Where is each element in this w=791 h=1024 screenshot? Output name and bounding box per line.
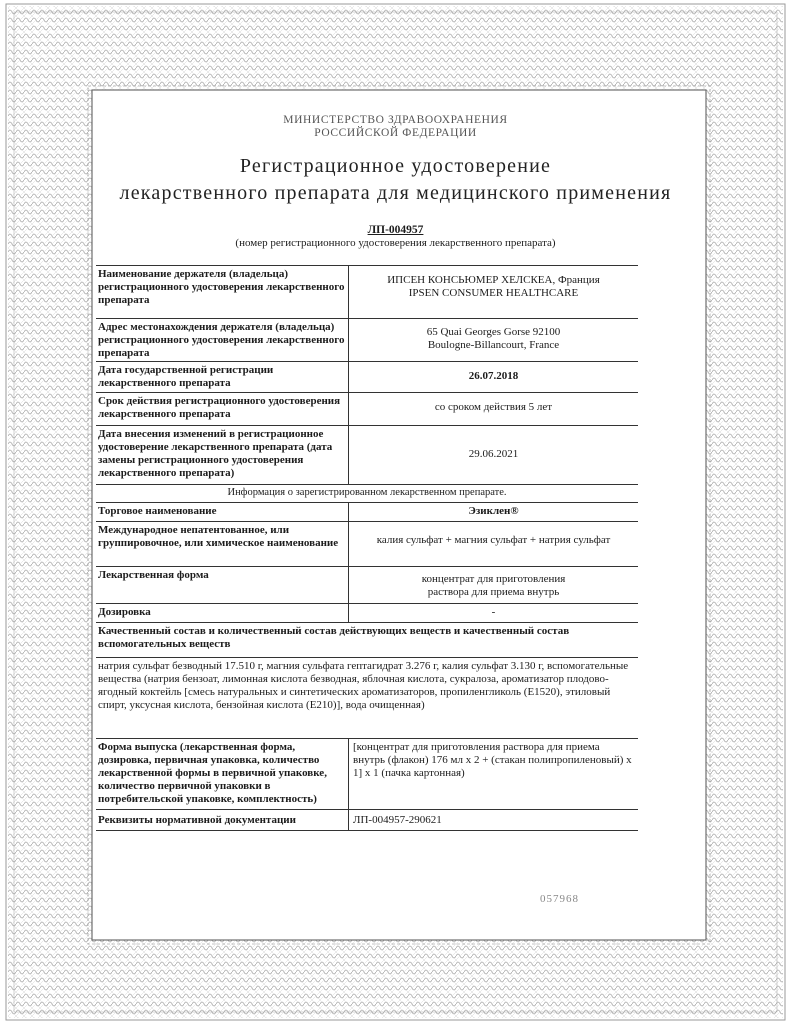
holder-address-row (96, 319, 638, 362)
holder-name-value (349, 266, 638, 318)
dosage-row (96, 604, 638, 623)
normative-doc-label: Реквизиты нормативной документации (96, 810, 349, 830)
change-date-label: Дата внесения изменений в регистрационное удостоверение лекарственного препарата (дата замены регистрационного удостоверения лекарственного препарата) (96, 426, 349, 484)
title-line-1: Регистрационное удостоверение (239, 155, 552, 177)
composition-text: натрия сульфат безводный 17.510 г, магния сульфата гептагидрат 3.276 г, калия сульфат 3.130 г, вспомогательные вещества (натрия бензоат, лимонная кислота безводная, яблочная кислота, сукралоза, ароматизатор плодово-ягодный коктейль [смесь натуральных и синтетических ароматизаторов, пропиленгликоль (E1520), этиловый спирт, уксусная кислота, бензойная кислота (E210)], вода очищенная) (96, 658, 638, 739)
registration-number: ЛП-004957 (367, 224, 424, 236)
dosage-form-line-2: раствора для приема внутрь (427, 586, 560, 598)
holder-name-en: IPSEN CONSUMER HEALTHCARE (408, 287, 579, 299)
normative-doc-value: ЛП-004957-290621 (353, 814, 442, 826)
release-form-value: [концентрат для приготовления раствора для приема внутрь (флакон) 176 мл x 2 + (стакан полипропиленовый) x 1] x 1 (пачка картонная) (353, 741, 632, 779)
dosage-value: - (491, 606, 496, 618)
inn-label: Международное непатентованное, или группировочное, или химическое наименование (96, 522, 349, 566)
validity-row (96, 393, 638, 426)
trade-name-row (96, 503, 638, 522)
drug-info-heading: Информация о зарегистрированном лекарственном препарате. (96, 485, 638, 503)
holder-address-line-1: 65 Quai Georges Gorse 92100 (426, 326, 561, 338)
change-date-value (349, 426, 638, 484)
validity-value (349, 393, 638, 425)
trade-name-value: Эзиклен® (468, 505, 519, 517)
dosage-form-value (349, 567, 638, 603)
title-line-2: лекарственного препарата для медицинского применения (119, 182, 672, 204)
ministry-name (0, 114, 791, 140)
change-date-row (96, 426, 638, 485)
change-date: 29.06.2021 (468, 448, 519, 460)
registration-date-label: Дата государственной регистрации лекарственного препарата (96, 362, 349, 392)
validity-label: Срок действия регистрационного удостоверения лекарственного препарата (96, 393, 349, 425)
holder-address-label: Адрес местонахождения держателя (владельца) регистрационного удостоверения лекарственного препарата (96, 319, 349, 361)
registration-date-value (349, 362, 638, 392)
registration-number-block (0, 224, 791, 250)
certificate-title (0, 153, 791, 207)
holder-address-line-2: Boulogne-Billancourt, France (427, 339, 560, 351)
holder-name-label: Наименование держателя (владельца) регистрационного удостоверения лекарственного препарата (96, 266, 349, 318)
ministry-line-1: МИНИСТЕРСТВО ЗДРАВООХРАНЕНИЯ (283, 114, 508, 126)
registration-date: 26.07.2018 (468, 370, 519, 382)
release-form-label: Форма выпуска (лекарственная форма, дозировка, первичная упаковка, количество лекарственной формы в первичной упаковке, количество первичной упаковки в потребительской упаковке, комплектность) (96, 739, 349, 809)
trade-name-label: Торговое наименование (96, 503, 349, 521)
holder-name-row (96, 265, 638, 319)
release-form-row (96, 739, 638, 810)
inn-row (96, 522, 638, 567)
holder-address-value (349, 319, 638, 361)
registration-number-caption: (номер регистрационного удостоверения лекарственного препарата) (235, 237, 556, 249)
holder-name-ru: ИПСЕН КОНСЬЮМЕР ХЕЛСКЕА, Франция (387, 274, 600, 286)
dosage-form-line-1: концентрат для приготовления (421, 573, 566, 585)
validity-term: со сроком действия 5 лет (434, 401, 553, 413)
inn-value: калия сульфат + магния сульфат + натрия сульфат (376, 534, 611, 546)
dosage-form-row (96, 567, 638, 604)
registration-date-row (96, 362, 638, 393)
serial-stamp: 057968 (540, 893, 579, 905)
certificate-table (96, 265, 638, 831)
dosage-form-label: Лекарственная форма (96, 567, 349, 603)
ministry-line-2: РОССИЙСКОЙ ФЕДЕРАЦИИ (314, 127, 477, 139)
composition-heading: Качественный состав и количественный состав действующих веществ и качественный состав вспомогательных веществ (96, 623, 638, 658)
normative-doc-row (96, 810, 638, 831)
dosage-label: Дозировка (96, 604, 349, 622)
